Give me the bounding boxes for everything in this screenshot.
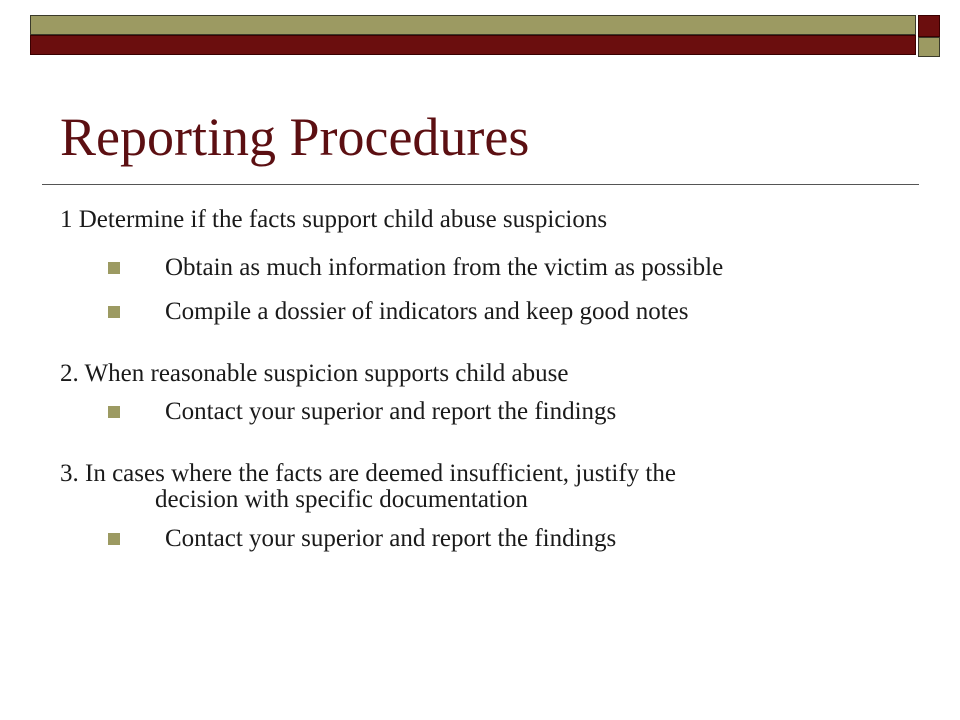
square-bullet-icon <box>108 262 120 274</box>
section-3-heading-line-1: 3. In cases where the facts are deemed insufficient, justify the <box>60 460 676 487</box>
slide-title: Reporting Procedures <box>60 107 530 167</box>
section-1-bullet-1: Obtain as much information from the victim as possible <box>165 254 724 281</box>
section-2-heading: 2. When reasonable suspicion supports child abuse <box>60 360 569 387</box>
section-2-bullet-1: Contact your superior and report the findings <box>165 398 617 425</box>
section-1-bullet-2: Compile a dossier of indicators and keep good notes <box>165 298 689 325</box>
corner-square-maroon <box>918 15 940 37</box>
square-bullet-icon <box>108 533 120 545</box>
section-1-heading: 1 Determine if the facts support child abuse suspicions <box>60 206 608 233</box>
section-3-heading-line-2: decision with specific documentation <box>155 486 528 513</box>
square-bullet-icon <box>108 306 120 318</box>
top-bar-maroon <box>30 35 916 55</box>
title-divider <box>42 184 919 185</box>
corner-square-olive <box>918 37 940 57</box>
square-bullet-icon <box>108 406 120 418</box>
top-bar-olive <box>30 15 916 35</box>
section-3-bullet-1: Contact your superior and report the findings <box>165 525 617 552</box>
